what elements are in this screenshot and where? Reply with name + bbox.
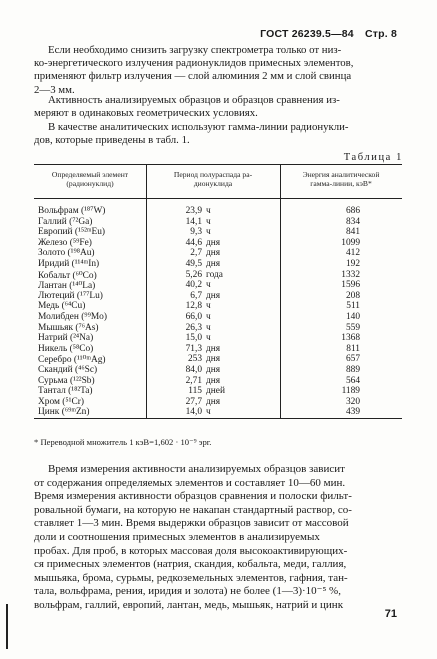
row-halflife-value: 27,7 (185, 396, 202, 407)
text-line: тала, вольфрама, рения, иридия и золота) не более (1—3)·10⁻⁵ %, (34, 585, 341, 598)
text-line: дов, которые приведены в табл. 1. (34, 134, 190, 147)
row-halflife-unit: ч (206, 322, 211, 333)
row-energy: 439 (345, 407, 360, 418)
row-halflife-unit: дня (206, 258, 221, 269)
row-halflife-value: 253 (187, 354, 202, 365)
header-energy (280, 170, 402, 188)
text-line: В качестве аналитических используют гамма-линии радионукли- (48, 121, 349, 133)
text-line: ставляет 1—3 мин. Время выдержки образцов зависит от массовой (34, 517, 349, 530)
row-halflife-value: 12,8 (185, 301, 202, 312)
row-halflife-value: 2,71 (185, 375, 202, 386)
row-halflife-unit: дня (206, 375, 221, 386)
radionuclide-table (34, 164, 402, 418)
row-halflife-value: 14,0 (185, 407, 202, 418)
row-element: Серебро (¹¹⁰ᵐAg) (38, 355, 106, 366)
table-top-rule (34, 164, 402, 165)
row-halflife-value: 44,6 (185, 237, 202, 248)
table-row (34, 227, 402, 238)
row-halflife-value: 71,3 (185, 343, 202, 354)
row-halflife-unit: дня (206, 396, 221, 407)
header-element (34, 170, 146, 188)
row-energy: 559 (345, 322, 360, 333)
table-row (34, 301, 402, 312)
paragraph-measurement-time (34, 463, 404, 613)
table-row (34, 386, 402, 397)
row-halflife-value: 6,7 (190, 290, 202, 301)
row-energy: 511 (346, 301, 360, 312)
text-line: Активность анализируемых образцов и образцов сравнения из- (48, 94, 340, 106)
row-element: Сурьма (¹²²Sb) (38, 375, 95, 386)
row-halflife-unit: дня (206, 354, 221, 365)
row-halflife-unit: дней (206, 386, 225, 397)
row-halflife-unit: года (206, 269, 223, 280)
row-halflife-value: 5,26 (185, 269, 202, 280)
paragraph-filter (34, 44, 404, 97)
paragraph-gamma-lines (34, 121, 404, 147)
row-halflife-unit: дня (206, 237, 221, 248)
row-halflife-unit: ч (206, 333, 211, 344)
row-energy: 657 (345, 354, 360, 365)
row-element: Тантал (¹⁸²Ta) (38, 386, 93, 397)
row-energy: 1332 (341, 269, 360, 280)
row-energy: 1596 (341, 280, 360, 291)
row-halflife-value: 2,7 (190, 248, 202, 259)
text-line: доли и соотношения примесных элементов в анализируемых (34, 530, 320, 543)
header-halflife (146, 170, 280, 188)
text-line: Время измерения активности анализируемых образцов зависит (48, 463, 345, 475)
text-line: вольфрам, галлий, европий, лантан, медь, мышьяк, натрий и цинк (34, 598, 344, 611)
header-line: Определяемый элемент (51, 170, 129, 179)
row-element: Иридий (¹¹⁴ᵐIn) (38, 258, 100, 269)
table-row (34, 365, 402, 376)
row-halflife-value: 84,0 (185, 364, 202, 375)
table-row (34, 248, 402, 259)
header-line: (радионуклид) (66, 179, 114, 188)
row-halflife-value: 40,2 (185, 280, 202, 291)
text-line: ся примесных элементов (натрия, скандия, кобальта, меди, галлия, (34, 558, 347, 571)
row-element: Мышьяк (⁷⁶As) (38, 322, 99, 333)
row-halflife-unit: дня (206, 364, 221, 375)
row-energy: 208 (345, 290, 360, 301)
table-row (34, 217, 402, 228)
gost-number: ГОСТ 26239.5—84 (260, 28, 354, 40)
text-line: ко-энергетического излучения радионуклидов примесных элементов, (34, 57, 354, 70)
row-halflife-unit: ч (206, 280, 211, 291)
row-element: Скандий (⁴⁶Sc) (38, 364, 98, 375)
text-line: от содержания определяемых элементов и составляет 10—60 мин. (34, 476, 346, 489)
text-line: 2—3 мм. (34, 83, 75, 96)
row-energy: 1368 (341, 333, 360, 344)
row-energy: 834 (345, 216, 360, 227)
row-energy: 889 (345, 364, 360, 375)
row-element: Цинк (⁶⁹ᵐZn) (38, 407, 90, 418)
table-row (34, 407, 402, 418)
row-element: Хром (⁵¹Cr) (38, 396, 84, 407)
row-element: Европий (¹⁵²ᵐEu) (38, 227, 106, 238)
row-energy: 686 (345, 206, 360, 216)
table-row (34, 206, 402, 217)
row-halflife-unit: ч (206, 301, 211, 312)
table-row (34, 238, 402, 249)
row-element: Железо (⁵⁹Fe) (38, 237, 92, 248)
row-halflife-value: 15,0 (185, 333, 202, 344)
row-halflife-unit: ч (206, 216, 211, 227)
row-element: Золото (¹⁹⁸Au) (38, 248, 95, 259)
row-energy: 1189 (341, 386, 360, 397)
row-energy: 564 (345, 375, 360, 386)
row-element: Галлий (⁷²Ga) (38, 216, 93, 227)
row-halflife-value: 66,0 (185, 311, 202, 322)
table-bottom-rule (34, 418, 402, 419)
table-header-rule (34, 198, 402, 199)
header-line: дионуклида (193, 179, 233, 188)
table-row (34, 376, 402, 387)
row-element: Лютеций (¹⁷⁷Lu) (38, 290, 103, 301)
row-energy: 412 (345, 248, 360, 259)
row-halflife-unit: ч (206, 311, 211, 322)
header-line: Энергия аналитической (302, 170, 380, 179)
paragraph-activity (34, 94, 404, 120)
table-title: Таблица 1 (343, 152, 403, 163)
row-energy: 811 (346, 343, 360, 354)
row-element: Никель (⁵⁸Co) (38, 343, 94, 354)
header-line: Период полураспада ра- (173, 170, 253, 179)
table-row (34, 259, 402, 270)
table-row (34, 354, 402, 365)
table-row (34, 323, 402, 334)
row-element: Молибден (⁹⁹Mo) (38, 311, 107, 322)
page-label: Стр. 8 (364, 28, 397, 40)
text-line: ровальной бумаги, на которую не накапан стандартный раствор, со- (34, 503, 352, 516)
row-halflife-value: 115 (188, 386, 202, 397)
text-line: пробах. Для проб, в которых массовая доля высокоактивирующих- (34, 544, 348, 557)
table-row (34, 333, 402, 344)
row-energy: 1099 (341, 237, 360, 248)
row-energy: 140 (345, 311, 360, 322)
row-energy: 841 (345, 227, 360, 238)
row-element: Вольфрам (¹⁸⁷W) (38, 206, 106, 216)
table-row (34, 312, 402, 323)
row-halflife-value: 26,3 (185, 322, 202, 333)
page-header (252, 28, 397, 40)
row-halflife-unit: дня (206, 248, 221, 259)
table-row (34, 397, 402, 408)
row-halflife-value: 14,1 (185, 216, 202, 227)
text-line: Время измерения активности образцов сравнения и полоски фильт- (34, 490, 352, 503)
row-halflife-unit: ч (206, 407, 211, 418)
row-halflife-unit: ч (206, 206, 211, 216)
row-halflife-unit: дня (206, 343, 221, 354)
table-row (34, 344, 402, 355)
text-line: применяют фильтр излучения — слой алюминия 2 мм и слой свинца (34, 70, 352, 83)
row-energy: 320 (345, 396, 360, 407)
table-footnote: * Переводной множитель 1 кэВ=1,602 · 10⁻⁹ эрг. (34, 437, 212, 447)
row-halflife-value: 23,9 (185, 206, 202, 216)
row-element: Медь (⁶⁴Cu) (38, 301, 86, 312)
row-halflife-unit: дня (206, 290, 221, 301)
row-halflife-value: 49,5 (185, 258, 202, 269)
page-number: 71 (384, 608, 397, 620)
header-line: гамма-линии, кэВ* (310, 179, 372, 188)
row-element: Лантан (¹⁴⁰La) (38, 281, 96, 292)
table-row (34, 270, 402, 281)
row-element: Кобальт (⁶⁰Co) (38, 270, 97, 281)
table-row (34, 291, 402, 302)
row-element: Натрий (²⁴Na) (38, 333, 94, 344)
row-halflife-unit: ч (206, 227, 211, 238)
margin-mark (6, 604, 8, 649)
table-row (34, 280, 402, 291)
text-line: Если необходимо снизить загрузку спектрометра только от низ- (48, 44, 342, 56)
text-line: мышьяка, брома, сурьмы, редкоземельных элементов, гафния, тан- (34, 571, 348, 584)
table-body (34, 206, 402, 418)
row-halflife-value: 9,3 (190, 227, 202, 238)
text-line: меряют в одинаковых геометрических условиях. (34, 107, 258, 120)
row-energy: 192 (345, 258, 360, 269)
